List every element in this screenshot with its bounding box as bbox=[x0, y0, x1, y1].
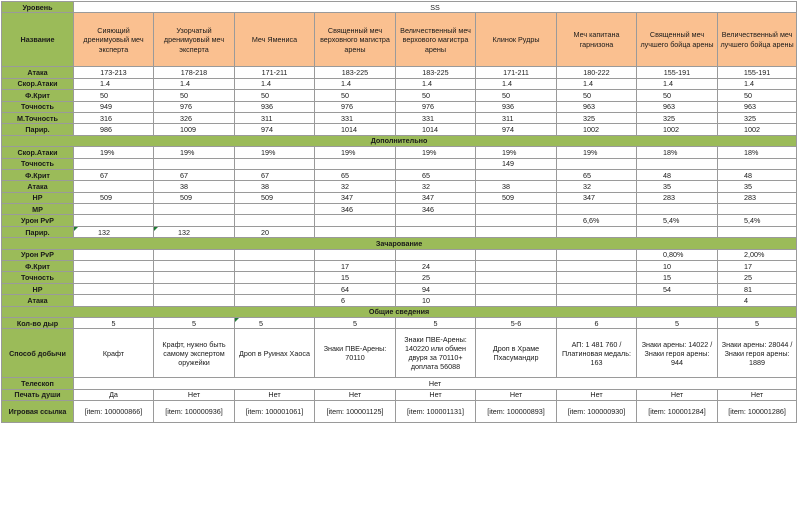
cell-e-atk: 6 bbox=[315, 295, 396, 306]
cell-acc: 936 bbox=[476, 101, 557, 112]
row-label-hp: HP bbox=[2, 192, 74, 203]
cell-a-hp: 509 bbox=[235, 192, 315, 203]
cell-obtain: Знаки ПВЕ-Арены: 140220 или обмен двуря за 70110+ доплата 56088 bbox=[396, 329, 476, 378]
cell-a-atk: 35 bbox=[718, 181, 797, 192]
cell-acc: 976 bbox=[396, 101, 476, 112]
cell-a-mp: 346 bbox=[315, 204, 396, 215]
cell-e-atk bbox=[74, 295, 154, 306]
cell-a-crit: 65 bbox=[396, 169, 476, 180]
cell-a-pvp bbox=[476, 215, 557, 226]
cell-a-hp: 509 bbox=[476, 192, 557, 203]
cell-a-speed: 19% bbox=[154, 147, 235, 158]
cell-a-atk: 38 bbox=[476, 181, 557, 192]
cell-a-acc bbox=[154, 158, 235, 169]
cell-a-speed: 19% bbox=[396, 147, 476, 158]
cell-e-hp bbox=[557, 283, 637, 294]
cell-a-hp: 283 bbox=[718, 192, 797, 203]
cell-a-acc: 149 bbox=[476, 158, 557, 169]
weapon-name: Священный меч лучшего бойца арены bbox=[637, 13, 718, 67]
cell-crit: 50 bbox=[235, 90, 315, 101]
cell-e-acc bbox=[557, 272, 637, 283]
table-row bbox=[2, 249, 797, 260]
cell-crit: 50 bbox=[637, 90, 718, 101]
cell-a-pvp bbox=[396, 215, 476, 226]
cell-soul: Нет bbox=[315, 389, 396, 400]
cell-macc: 325 bbox=[557, 112, 637, 123]
cell-a-crit: 48 bbox=[637, 169, 718, 180]
cell-parry: 986 bbox=[74, 124, 154, 135]
cell-e-crit bbox=[74, 261, 154, 272]
cell-e-acc bbox=[235, 272, 315, 283]
cell-a-atk: 38 bbox=[154, 181, 235, 192]
weapon-name: Величественный меч верхового магистра арены bbox=[396, 13, 476, 67]
cell-a-atk: 35 bbox=[637, 181, 718, 192]
cell-a-pvp: 6,6% bbox=[557, 215, 637, 226]
cell-e-crit bbox=[557, 261, 637, 272]
table-row bbox=[2, 181, 797, 192]
cell-a-atk: 32 bbox=[557, 181, 637, 192]
cell-a-acc bbox=[637, 158, 718, 169]
cell-slots: 5 bbox=[718, 317, 797, 328]
cell-speed: 1.4 bbox=[315, 78, 396, 89]
table-row bbox=[2, 215, 797, 226]
cell-e-hp bbox=[74, 283, 154, 294]
row-label-parry: Парир. bbox=[2, 124, 74, 135]
cell-e-pvp bbox=[557, 249, 637, 260]
telescope-value: Нет bbox=[74, 378, 797, 389]
cell-slots: 5 bbox=[396, 317, 476, 328]
cell-soul: Да bbox=[74, 389, 154, 400]
cell-link: [item: 100000866] bbox=[74, 401, 154, 423]
cell-e-hp: 81 bbox=[718, 283, 797, 294]
cell-e-atk bbox=[557, 295, 637, 306]
cell-e-pvp bbox=[235, 249, 315, 260]
weapon-name: Клинок Рудры bbox=[476, 13, 557, 67]
cell-a-crit: 67 bbox=[235, 169, 315, 180]
row-label-m-accuracy: М.Точность bbox=[2, 112, 74, 123]
cell-a-mp bbox=[718, 204, 797, 215]
cell-link: [item: 100001286] bbox=[718, 401, 797, 423]
cell-e-acc: 25 bbox=[396, 272, 476, 283]
cell-crit: 50 bbox=[557, 90, 637, 101]
cell-e-pvp: 0,80% bbox=[637, 249, 718, 260]
table-row bbox=[2, 295, 797, 306]
cell-crit: 50 bbox=[315, 90, 396, 101]
row-label-ench-hp: HP bbox=[2, 283, 74, 294]
cell-parry: 1002 bbox=[557, 124, 637, 135]
cell-e-crit bbox=[235, 261, 315, 272]
cell-e-pvp bbox=[74, 249, 154, 260]
cell-attack: 180-222 bbox=[557, 67, 637, 78]
section-row bbox=[2, 135, 797, 146]
cell-crit: 50 bbox=[74, 90, 154, 101]
section-row bbox=[2, 306, 797, 317]
cell-e-crit bbox=[154, 261, 235, 272]
cell-obtain: Знаки арены: 28044 / Знаки героя арены: 1889 bbox=[718, 329, 797, 378]
table-row bbox=[2, 283, 797, 294]
cell-e-acc: 25 bbox=[718, 272, 797, 283]
cell-a-speed: 19% bbox=[557, 147, 637, 158]
cell-slots: 5 bbox=[235, 317, 315, 328]
weapon-name: Сияющий дренимуовый меч эксперта bbox=[74, 13, 154, 67]
cell-e-acc: 15 bbox=[315, 272, 396, 283]
cell-e-atk: 4 bbox=[718, 295, 797, 306]
cell-a-crit: 65 bbox=[315, 169, 396, 180]
cell-soul: Нет bbox=[476, 389, 557, 400]
cell-e-crit bbox=[476, 261, 557, 272]
cell-a-hp: 347 bbox=[396, 192, 476, 203]
cell-a-pvp bbox=[154, 215, 235, 226]
table-row bbox=[2, 101, 797, 112]
cell-a-atk: 32 bbox=[315, 181, 396, 192]
cell-parry: 974 bbox=[476, 124, 557, 135]
cell-a-parry bbox=[396, 226, 476, 237]
cell-attack: 155-191 bbox=[718, 67, 797, 78]
table-row bbox=[2, 2, 797, 13]
cell-macc: 325 bbox=[637, 112, 718, 123]
cell-link: [item: 100001131] bbox=[396, 401, 476, 423]
cell-speed: 1.4 bbox=[557, 78, 637, 89]
cell-e-crit: 17 bbox=[718, 261, 797, 272]
cell-macc: 331 bbox=[315, 112, 396, 123]
cell-a-pvp bbox=[74, 215, 154, 226]
cell-a-acc bbox=[718, 158, 797, 169]
cell-a-crit: 67 bbox=[74, 169, 154, 180]
weapons-table bbox=[1, 1, 797, 423]
cell-soul: Нет bbox=[557, 389, 637, 400]
cell-e-crit: 17 bbox=[315, 261, 396, 272]
cell-speed: 1.4 bbox=[154, 78, 235, 89]
cell-attack: 178-218 bbox=[154, 67, 235, 78]
weapon-name: Узорчатый дренимуовый меч эксперта bbox=[154, 13, 235, 67]
table-row bbox=[2, 317, 797, 328]
section-title-general: Общие сведения bbox=[2, 306, 797, 317]
row-label-obtain: Способ добычи bbox=[2, 329, 74, 378]
cell-obtain: АП: 1 481 760 / Платиновая медаль: 163 bbox=[557, 329, 637, 378]
cell-obtain: Знаки арены: 14022 / Знаки героя арены: 944 bbox=[637, 329, 718, 378]
cell-attack: 183-225 bbox=[396, 67, 476, 78]
cell-a-hp: 347 bbox=[315, 192, 396, 203]
cell-speed: 1.4 bbox=[235, 78, 315, 89]
cell-attack: 173-213 bbox=[74, 67, 154, 78]
cell-macc: 311 bbox=[235, 112, 315, 123]
cell-e-hp bbox=[154, 283, 235, 294]
cell-a-mp bbox=[154, 204, 235, 215]
cell-a-crit: 48 bbox=[718, 169, 797, 180]
cell-e-hp bbox=[235, 283, 315, 294]
row-label-name: Название bbox=[2, 13, 74, 67]
cell-e-pvp: 2,00% bbox=[718, 249, 797, 260]
cell-obtain: Дроп в Храме Пхасумандир bbox=[476, 329, 557, 378]
cell-a-hp: 283 bbox=[637, 192, 718, 203]
cell-soul: Нет bbox=[154, 389, 235, 400]
cell-a-atk bbox=[74, 181, 154, 192]
cell-a-hp: 509 bbox=[154, 192, 235, 203]
table-row bbox=[2, 378, 797, 389]
cell-a-speed: 19% bbox=[315, 147, 396, 158]
table-row bbox=[2, 329, 797, 378]
cell-acc: 976 bbox=[154, 101, 235, 112]
cell-slots: 5 bbox=[74, 317, 154, 328]
row-label-ench-crit: Ф.Крит bbox=[2, 261, 74, 272]
cell-link: [item: 100001125] bbox=[315, 401, 396, 423]
table-row bbox=[2, 272, 797, 283]
cell-a-parry: 132 bbox=[154, 226, 235, 237]
cell-attack: 171-211 bbox=[235, 67, 315, 78]
cell-speed: 1.4 bbox=[476, 78, 557, 89]
cell-a-parry: 20 bbox=[235, 226, 315, 237]
cell-parry: 1002 bbox=[637, 124, 718, 135]
cell-macc: 326 bbox=[154, 112, 235, 123]
cell-e-acc: 15 bbox=[637, 272, 718, 283]
cell-acc: 949 bbox=[74, 101, 154, 112]
cell-e-hp: 64 bbox=[315, 283, 396, 294]
row-label-crit: Ф.Крит bbox=[2, 90, 74, 101]
cell-acc: 976 bbox=[315, 101, 396, 112]
cell-speed: 1.4 bbox=[637, 78, 718, 89]
cell-speed: 1.4 bbox=[396, 78, 476, 89]
cell-e-atk: 10 bbox=[396, 295, 476, 306]
cell-a-hp: 347 bbox=[557, 192, 637, 203]
cell-a-mp: 346 bbox=[396, 204, 476, 215]
cell-obtain: Знаки ПВЕ-Арены: 70110 bbox=[315, 329, 396, 378]
cell-obtain: Крафт bbox=[74, 329, 154, 378]
cell-a-acc bbox=[315, 158, 396, 169]
cell-obtain: Крафт, нужно быть самому экспертом оружейки bbox=[154, 329, 235, 378]
cell-a-acc bbox=[235, 158, 315, 169]
cell-a-speed: 19% bbox=[74, 147, 154, 158]
cell-a-hp: 509 bbox=[74, 192, 154, 203]
cell-a-parry bbox=[637, 226, 718, 237]
cell-a-speed: 18% bbox=[637, 147, 718, 158]
table-row bbox=[2, 169, 797, 180]
cell-e-crit: 24 bbox=[396, 261, 476, 272]
cell-a-mp bbox=[476, 204, 557, 215]
cell-a-parry bbox=[476, 226, 557, 237]
weapon-name: Меч Ямениса bbox=[235, 13, 315, 67]
table-row bbox=[2, 158, 797, 169]
cell-e-atk bbox=[154, 295, 235, 306]
cell-e-crit: 10 bbox=[637, 261, 718, 272]
cell-parry: 1014 bbox=[315, 124, 396, 135]
cell-crit: 50 bbox=[718, 90, 797, 101]
cell-e-acc bbox=[74, 272, 154, 283]
table-row bbox=[2, 78, 797, 89]
cell-macc: 316 bbox=[74, 112, 154, 123]
cell-e-hp: 54 bbox=[637, 283, 718, 294]
row-label-game-link: Игровая ссылка bbox=[2, 401, 74, 423]
table-row bbox=[2, 67, 797, 78]
cell-slots: 5 bbox=[154, 317, 235, 328]
row-label-attack: Атака bbox=[2, 67, 74, 78]
cell-link: [item: 100000893] bbox=[476, 401, 557, 423]
row-label-ench-accuracy: Точность bbox=[2, 272, 74, 283]
cell-attack: 183-225 bbox=[315, 67, 396, 78]
cell-a-speed: 19% bbox=[476, 147, 557, 158]
cell-parry: 1014 bbox=[396, 124, 476, 135]
cell-a-speed: 19% bbox=[235, 147, 315, 158]
cell-a-mp bbox=[637, 204, 718, 215]
cell-slots: 5-6 bbox=[476, 317, 557, 328]
cell-acc: 963 bbox=[557, 101, 637, 112]
cell-a-mp bbox=[235, 204, 315, 215]
cell-e-acc bbox=[476, 272, 557, 283]
weapon-name: Величественный меч лучшего бойца арены bbox=[718, 13, 797, 67]
cell-soul: Нет bbox=[637, 389, 718, 400]
cell-a-speed: 18% bbox=[718, 147, 797, 158]
cell-a-atk: 38 bbox=[235, 181, 315, 192]
cell-soul: Нет bbox=[235, 389, 315, 400]
cell-a-crit bbox=[476, 169, 557, 180]
section-title-additional: Дополнительно bbox=[2, 135, 797, 146]
weapon-name: Меч капитана гарнизона bbox=[557, 13, 637, 67]
cell-a-pvp bbox=[315, 215, 396, 226]
cell-a-acc bbox=[74, 158, 154, 169]
cell-a-parry bbox=[315, 226, 396, 237]
cell-slots: 5 bbox=[637, 317, 718, 328]
cell-soul: Нет bbox=[396, 389, 476, 400]
row-label-level: Уровень bbox=[2, 2, 74, 13]
table-row bbox=[2, 90, 797, 101]
cell-a-acc bbox=[557, 158, 637, 169]
row-label-mp: MP bbox=[2, 204, 74, 215]
cell-slots: 5 bbox=[315, 317, 396, 328]
cell-e-atk bbox=[637, 295, 718, 306]
cell-acc: 963 bbox=[718, 101, 797, 112]
cell-speed: 1.4 bbox=[718, 78, 797, 89]
cell-e-pvp bbox=[154, 249, 235, 260]
cell-a-mp bbox=[557, 204, 637, 215]
cell-a-acc bbox=[396, 158, 476, 169]
row-label-atk-speed: Скор.Атаки bbox=[2, 78, 74, 89]
cell-a-parry: 132 bbox=[74, 226, 154, 237]
cell-crit: 50 bbox=[476, 90, 557, 101]
cell-soul: Нет bbox=[718, 389, 797, 400]
cell-link: [item: 100001061] bbox=[235, 401, 315, 423]
row-label-slots: Кол-во дыр bbox=[2, 317, 74, 328]
table-row bbox=[2, 192, 797, 203]
cell-a-pvp bbox=[235, 215, 315, 226]
cell-e-pvp bbox=[315, 249, 396, 260]
cell-a-pvp: 5,4% bbox=[637, 215, 718, 226]
header-row bbox=[2, 13, 797, 67]
table-row bbox=[2, 389, 797, 400]
cell-a-pvp: 5,4% bbox=[718, 215, 797, 226]
table-row bbox=[2, 112, 797, 123]
cell-macc: 325 bbox=[718, 112, 797, 123]
cell-link: [item: 100001284] bbox=[637, 401, 718, 423]
cell-link: [item: 100000936] bbox=[154, 401, 235, 423]
cell-a-parry bbox=[718, 226, 797, 237]
row-label-soul-seal: Печать души bbox=[2, 389, 74, 400]
cell-parry: 974 bbox=[235, 124, 315, 135]
table-row bbox=[2, 204, 797, 215]
cell-attack: 171-211 bbox=[476, 67, 557, 78]
cell-e-pvp bbox=[396, 249, 476, 260]
section-title-enchant: Зачарование bbox=[2, 238, 797, 249]
table-row bbox=[2, 124, 797, 135]
cell-acc: 936 bbox=[235, 101, 315, 112]
cell-a-crit: 67 bbox=[154, 169, 235, 180]
cell-crit: 50 bbox=[154, 90, 235, 101]
table-row bbox=[2, 261, 797, 272]
row-label-parry2: Парир. bbox=[2, 226, 74, 237]
cell-slots: 6 bbox=[557, 317, 637, 328]
cell-e-hp bbox=[476, 283, 557, 294]
cell-e-atk bbox=[235, 295, 315, 306]
cell-link: [item: 100000930] bbox=[557, 401, 637, 423]
row-label-speed2: Скор.Атаки bbox=[2, 147, 74, 158]
row-label-pvp: Урон PvP bbox=[2, 215, 74, 226]
cell-parry: 1009 bbox=[154, 124, 235, 135]
cell-parry: 1002 bbox=[718, 124, 797, 135]
cell-a-atk: 32 bbox=[396, 181, 476, 192]
cell-acc: 963 bbox=[637, 101, 718, 112]
row-label-ench-attack: Атака bbox=[2, 295, 74, 306]
level-value: SS bbox=[74, 2, 797, 13]
table-row bbox=[2, 226, 797, 237]
table-row bbox=[2, 147, 797, 158]
section-row bbox=[2, 238, 797, 249]
cell-obtain: Дроп в Руинах Хаоса bbox=[235, 329, 315, 378]
cell-a-mp bbox=[74, 204, 154, 215]
cell-e-acc bbox=[154, 272, 235, 283]
row-label-accuracy2: Точность bbox=[2, 158, 74, 169]
cell-a-parry bbox=[557, 226, 637, 237]
cell-speed: 1.4 bbox=[74, 78, 154, 89]
cell-attack: 155-191 bbox=[637, 67, 718, 78]
table-row bbox=[2, 401, 797, 423]
cell-e-hp: 94 bbox=[396, 283, 476, 294]
cell-crit: 50 bbox=[396, 90, 476, 101]
weapon-name: Священный меч верховного магистра арены bbox=[315, 13, 396, 67]
row-label-attack2: Атака bbox=[2, 181, 74, 192]
cell-macc: 311 bbox=[476, 112, 557, 123]
cell-e-atk bbox=[476, 295, 557, 306]
row-label-telescope: Телескоп bbox=[2, 378, 74, 389]
row-label-ench-pvp: Урон PvP bbox=[2, 249, 74, 260]
row-label-crit2: Ф.Крит bbox=[2, 169, 74, 180]
cell-a-crit: 65 bbox=[557, 169, 637, 180]
cell-e-pvp bbox=[476, 249, 557, 260]
cell-macc: 331 bbox=[396, 112, 476, 123]
row-label-accuracy: Точность bbox=[2, 101, 74, 112]
